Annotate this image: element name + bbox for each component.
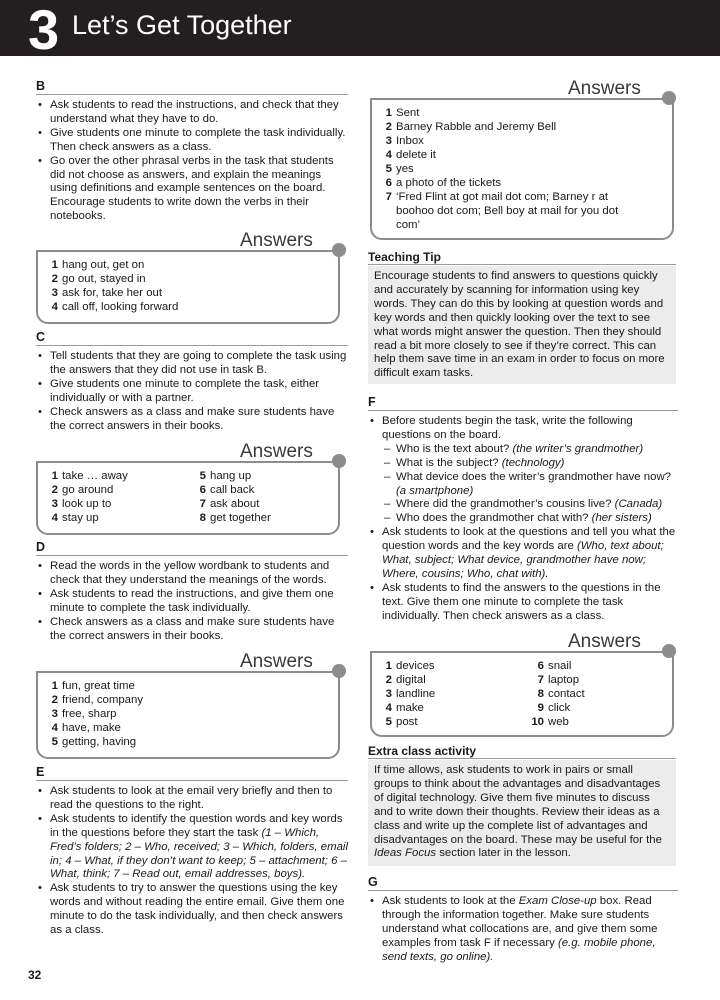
unit-number: 3 bbox=[28, 0, 60, 61]
list-item: • Ask students to look at the email very briefly and then to read the questions to the right. bbox=[50, 785, 348, 813]
answer-row: 1 hang out, get on bbox=[51, 259, 145, 271]
section-heading: B bbox=[36, 80, 348, 95]
teaching-tip-heading: Teaching Tip bbox=[368, 250, 676, 265]
section-e bbox=[36, 766, 348, 938]
answer-row: 5 post bbox=[385, 716, 418, 728]
answers-title: Answers bbox=[568, 78, 641, 99]
answer-row: 2 digital bbox=[385, 674, 426, 686]
list-item: • Ask students to read the instructions, and check that they understand what they have to do. bbox=[50, 99, 348, 127]
answer-row: 3 free, sharp bbox=[51, 708, 117, 720]
section-heading: G bbox=[368, 876, 678, 891]
section-f bbox=[368, 396, 678, 624]
answers-title: Answers bbox=[240, 651, 313, 672]
extra-activity-heading: Extra class activity bbox=[368, 744, 676, 759]
answers-title: Answers bbox=[568, 631, 641, 652]
answer-row: com’ bbox=[396, 219, 421, 231]
answer-row: 7 ask about bbox=[199, 498, 260, 510]
answer-row: 10 web bbox=[531, 716, 569, 728]
list-item: • Before students begin the task, write the following questions on the board. bbox=[382, 415, 678, 443]
answer-row: boohoo dot com; Bell boy at mail for you dot bbox=[396, 205, 619, 217]
list-item: • Give students one minute to complete the task individually. Then check answers as a class. bbox=[50, 127, 348, 155]
dot-icon bbox=[662, 91, 676, 105]
question-item: – Who is the text about? (the writer’s grandmother) bbox=[382, 443, 678, 457]
answer-row: 3 ask for, take her out bbox=[51, 287, 163, 299]
section-heading: C bbox=[36, 331, 348, 346]
list-item: • Ask students to look at the Exam Close-up box. Read through the information together. Make sure students understand what collocations are, and give them some examples from task F if necessary (e.g. mobile phone, send texts, go online). bbox=[382, 895, 678, 965]
answer-row: 6 call back bbox=[199, 484, 255, 496]
answer-row: 7 laptop bbox=[537, 674, 580, 686]
list-item: • Go over the other phrasal verbs in the task that students did not choose as answers, and explain the meanings using definitions and example sentences on the board. Encourage students to write down the verbs in their notebooks. bbox=[50, 155, 348, 225]
list-item: • Ask students to look at the questions and tell you what the question words and the key words are (Who, text about; What, subject; What device, grandmother have now; Where, cousins; Who, chat with). bbox=[382, 526, 678, 582]
answer-row: 5 hang up bbox=[199, 470, 252, 482]
answer-row: 3 landline bbox=[385, 688, 436, 700]
answer-row: 1 devices bbox=[385, 660, 435, 672]
list-item: • Read the words in the yellow wordbank to students and check that they understand the meanings of the words. bbox=[50, 560, 348, 588]
answer-row: 6 a photo of the tickets bbox=[385, 177, 502, 189]
section-b bbox=[36, 80, 348, 224]
section-g bbox=[368, 876, 678, 965]
list-item: • Ask students to find the answers to the questions in the text. Give them one minute to complete the task individually. Then check answers as a class. bbox=[382, 582, 678, 624]
answer-row: 4 call off, looking forward bbox=[51, 301, 179, 313]
answer-row: 8 contact bbox=[537, 688, 585, 700]
answer-row: 6 snail bbox=[537, 660, 572, 672]
answer-row: 1 take … away bbox=[51, 470, 128, 482]
answer-row: 9 click bbox=[537, 702, 571, 714]
list-item: • Give students one minute to complete the task, either individually or with a partner. bbox=[50, 378, 348, 406]
question-item: – Who does the grandmother chat with? (her sisters) bbox=[382, 512, 678, 526]
question-item: – Where did the grandmother’s cousins live? (Canada) bbox=[382, 498, 678, 512]
answer-row: 7 ‘Fred Flint at got mail dot com; Barney r at bbox=[385, 191, 609, 203]
answer-row: 4 delete it bbox=[385, 149, 436, 161]
page-number: 32 bbox=[28, 968, 42, 982]
answer-row: 2 Barney Rabble and Jeremy Bell bbox=[385, 121, 557, 133]
answer-row: 3 Inbox bbox=[385, 135, 424, 147]
answer-row: 3 look up to bbox=[51, 498, 112, 510]
dot-icon bbox=[332, 243, 346, 257]
list-item: • Ask students to try to answer the questions using the key words and without reading the entire email. Give them one minute to do the task individually, and then check answers as a class. bbox=[50, 882, 348, 938]
extra-activity-text: If time allows, ask students to work in pairs or small groups to think about the advantages and disadvantages of digital technology. Give them five minutes to discuss and to write down their thoughts. Review their ideas as a class and write up the complete list of advantages and disadvantages on the board. These may be useful for the Ideas Focus section later in the lesson. bbox=[368, 760, 676, 866]
teaching-tip-text: Encourage students to find answers to questions quickly and accurately by scanning for information using key words. They can do this by looking at question words and key words and then quickly looking over the text to see what words might answer the question. Then they should read a bit more closely to see if they’re correct. This can help them save time in an exam in order to focus on more difficult exam tasks. bbox=[368, 266, 676, 384]
dot-icon bbox=[332, 454, 346, 468]
answers-title: Answers bbox=[240, 441, 313, 462]
dot-icon bbox=[332, 664, 346, 678]
list-item: • Check answers as a class and make sure students have the correct answers in their books. bbox=[50, 616, 348, 644]
section-d bbox=[36, 541, 348, 643]
answer-row: 2 go around bbox=[51, 484, 114, 496]
unit-header bbox=[0, 0, 720, 61]
question-item: – What device does the writer’s grandmother have now? (a smartphone) bbox=[382, 471, 678, 499]
answer-row: 4 have, make bbox=[51, 722, 121, 734]
answer-row: 8 get together bbox=[199, 512, 271, 524]
question-item: – What is the subject? (technology) bbox=[382, 457, 678, 471]
answer-row: 5 getting, having bbox=[51, 736, 137, 748]
answer-row: 1 fun, great time bbox=[51, 680, 135, 692]
dot-icon bbox=[662, 644, 676, 658]
answer-row: 2 go out, stayed in bbox=[51, 273, 146, 285]
answer-row: 4 make bbox=[385, 702, 424, 714]
list-item: • Ask students to read the instructions, and give them one minute to complete the task individually. bbox=[50, 588, 348, 616]
answer-row: 1 Sent bbox=[385, 107, 420, 119]
section-heading: D bbox=[36, 541, 348, 556]
section-c bbox=[36, 331, 348, 433]
unit-title: Let’s Get Together bbox=[72, 10, 292, 40]
list-item: • Check answers as a class and make sure students have the correct answers in their books. bbox=[50, 406, 348, 434]
answer-row: 4 stay up bbox=[51, 512, 99, 524]
section-heading: F bbox=[368, 396, 678, 411]
answer-row: 2 friend, company bbox=[51, 694, 144, 706]
list-item: • Ask students to identify the question words and key words in the questions before they start the task (1 – Which, Fred’s folders; 2 – Who, received; 3 – Which, folders, email in; 4 – What, if they don’t want to keep; 5 – attachment; 6 – What, think; 7 – Read out, email addresses, boys). bbox=[50, 813, 348, 883]
section-heading: E bbox=[36, 766, 348, 781]
answers-title: Answers bbox=[240, 230, 313, 251]
list-item: • Tell students that they are going to complete the task using the answers that they did not use in task B. bbox=[50, 350, 348, 378]
answer-row: 5 yes bbox=[385, 163, 414, 175]
